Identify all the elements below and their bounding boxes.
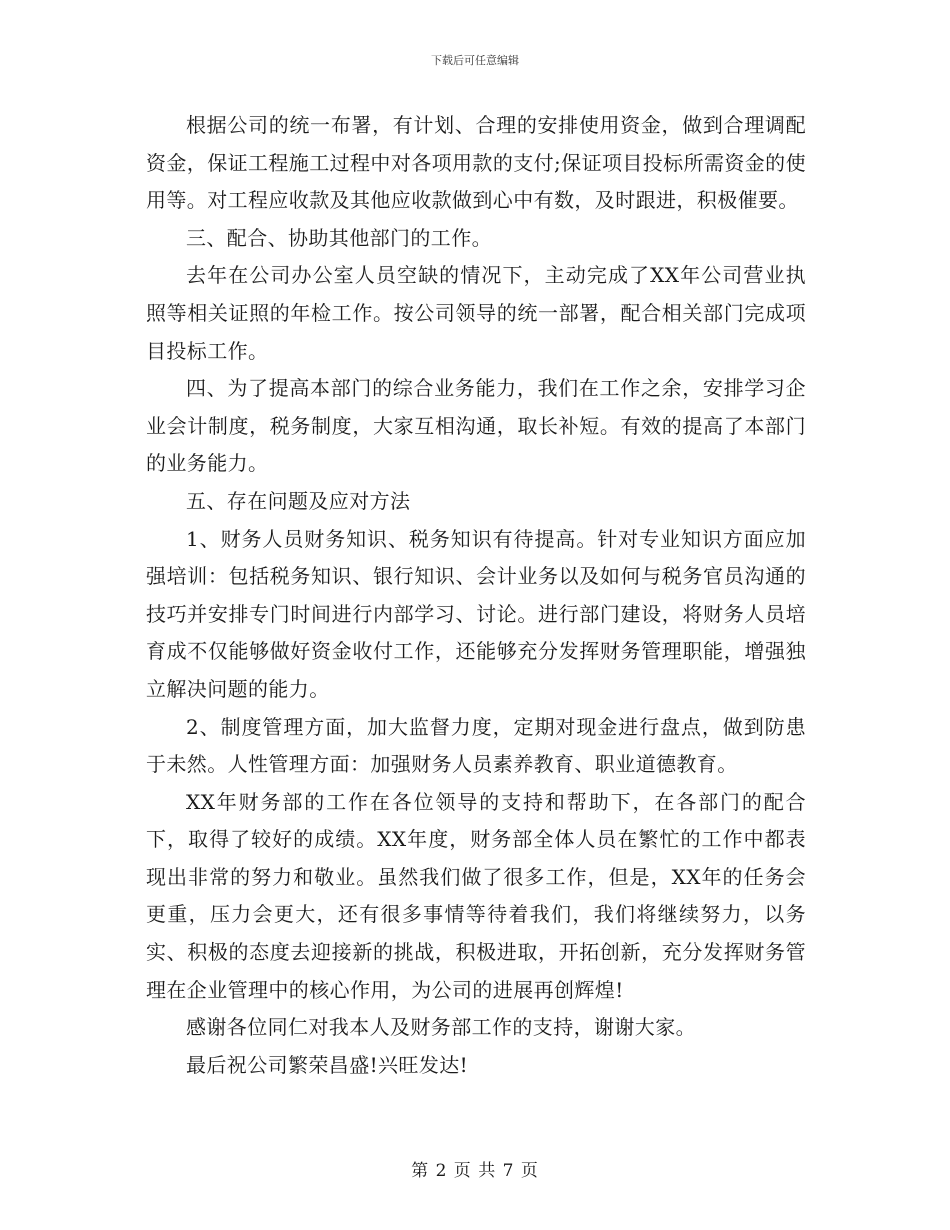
paragraph-annual-inspection: 去年在公司办公室人员空缺的情况下，主动完成了XX年公司营业执照等相关证照的年检工作。按公司领导的统一部署，配合相关部门完成项目投标工作。 xyxy=(146,263,806,363)
paragraph-fund-management: 根据公司的统一布署，有计划、合理的安排使用资金，做到合理调配资金，保证工程施工过程中对各项用款的支付;保证项目投标所需资金的使用等。对工程应收款及其他应收款做到心中有数，及时跟进，积极催要。 xyxy=(146,113,806,213)
paragraph-problem-2: 2、制度管理方面，加大监督力度，定期对现金进行盘点，做到防患于未然。人性管理方面：加强财务人员素养教育、职业道德教育。 xyxy=(146,714,806,777)
paragraph-closing-wish: 最后祝公司繁荣昌盛!兴旺发达! xyxy=(186,1052,469,1077)
section-heading-problems: 五、存在问题及应对方法 xyxy=(186,488,411,513)
paragraph-business-ability: 四、为了提高本部门的综合业务能力，我们在工作之余，安排学习企业会计制度，税务制度，大家互相沟通，取长补短。有效的提高了本部门的业务能力。 xyxy=(146,376,806,476)
section-heading-cooperation: 三、配合、协助其他部门的工作。 xyxy=(186,225,492,250)
paragraph-problem-1: 1、财务人员财务知识、税务知识有待提高。针对专业知识方面应加强培训：包括税务知识、银行知识、会计业务以及如何与税务官员沟通的技巧并安排专门时间进行内部学习、讨论。进行部门建设，将财务人员培育成不仅能够做好资金收付工作，还能够充分发挥财务管理职能，增强独立解决问题的能力。 xyxy=(146,526,806,701)
document-body xyxy=(146,107,806,1084)
page-number: 第 2 页 共 7 页 xyxy=(411,1161,539,1181)
paragraph-thanks: 感谢各位同仁对我本人及财务部工作的支持，谢谢大家。 xyxy=(186,1015,696,1040)
paragraph-summary: XX年财务部的工作在各位领导的支持和帮助下，在各部门的配合下，取得了较好的成绩。XX年度，财务部全体人员在繁忙的工作中都表现出非常的努力和敬业。虽然我们做了很多工作，但是，XX年的任务会更重，压力会更大，还有很多事情等待着我们，我们将继续努力，以务实、积极的态度去迎接新的挑战，积极进取，开拓创新，充分发挥财务管理在企业管理中的核心作用，为公司的进展再创辉煌! xyxy=(146,789,806,1002)
page-header: 下载后可任意编辑 xyxy=(431,54,519,67)
